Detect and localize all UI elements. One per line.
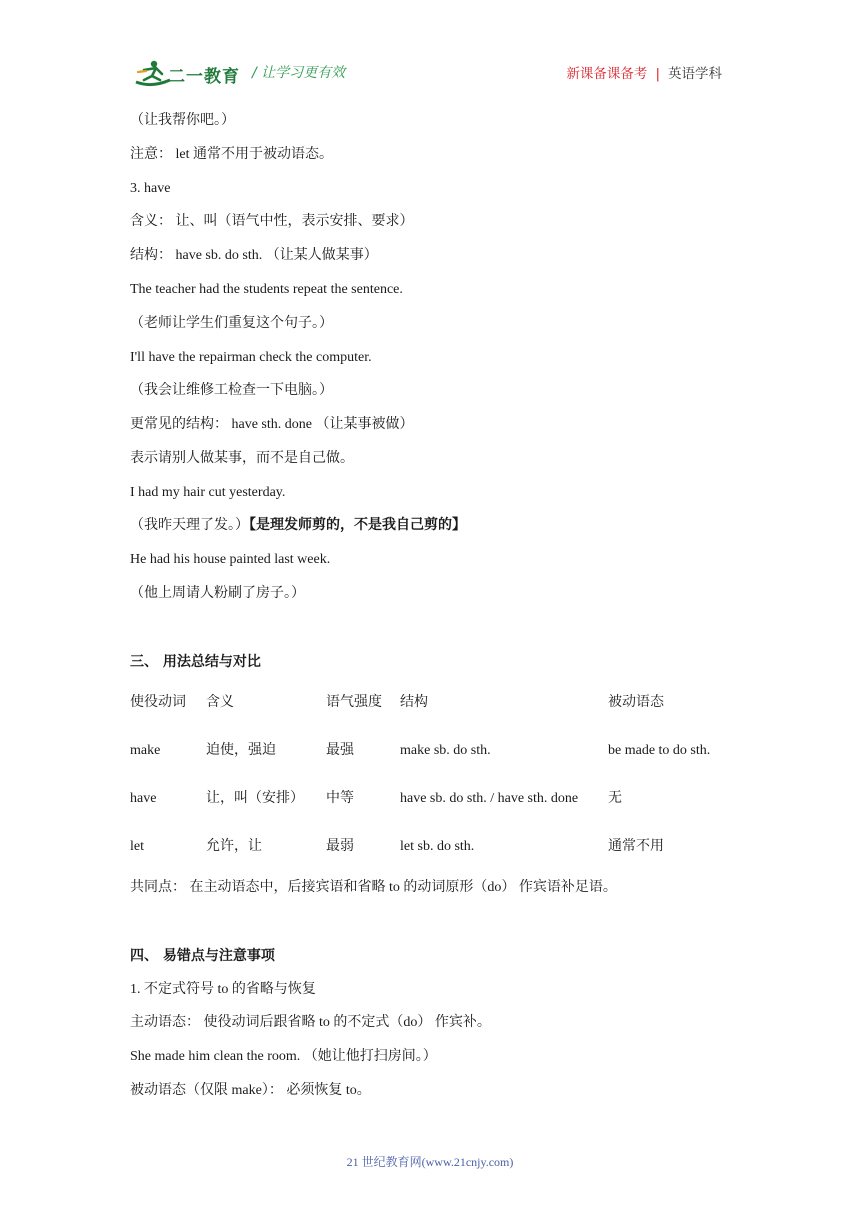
table-header: 使役动词 <box>130 695 186 710</box>
table-cell: have sb. do sth. / have sth. done <box>400 791 579 806</box>
section-heading: 四、 易错点与注意事项 <box>130 948 275 964</box>
text-line: I had my hair cut yesterday. <box>130 485 286 500</box>
header-separator: | <box>655 66 660 82</box>
text-line: 表示请别人做某事，而不是自己做。 <box>130 451 354 466</box>
text-line <box>130 516 466 536</box>
table-cell: 通常不用 <box>608 839 664 854</box>
table-cell: 中等 <box>326 791 354 806</box>
table-header: 被动语态 <box>608 695 664 710</box>
section-heading: 三、 用法总结与对比 <box>130 654 261 670</box>
table-cell: 迫使，强迫 <box>206 743 276 758</box>
table-cell: let sb. do sth. <box>400 839 475 854</box>
text-line: 含义： 让、叫（语气中性，表示安排、要求） <box>130 214 414 229</box>
header-subject <box>566 62 722 82</box>
table-cell: 无 <box>608 791 622 806</box>
table-cell: make sb. do sth. <box>400 743 491 758</box>
slogan: / 让学习更有效 <box>252 65 346 81</box>
table-cell: 让，叫（安排） <box>206 791 304 806</box>
text-line: （老师让学生们重复这个句子。） <box>130 316 333 331</box>
table-cell: have <box>130 791 157 806</box>
text-line: 更常见的结构： have sth. done （让某事被做） <box>130 417 414 432</box>
text-line: （我会让维修工检查一下电脑。） <box>130 383 333 398</box>
text-line: 1. 不定式符号 to 的省略与恢复 <box>130 982 316 997</box>
text-line: （他上周请人粉刷了房子。） <box>130 586 305 601</box>
header-subject-name: 英语学科 <box>668 66 722 82</box>
text-line: 注意： let 通常不用于被动语态。 <box>130 147 333 162</box>
table-header: 含义 <box>206 695 234 710</box>
table-cell: make <box>130 743 161 758</box>
table-cell: be made to do sth. <box>608 743 711 758</box>
logo-text: 二一教育 <box>168 67 240 87</box>
table-cell: let <box>130 839 144 854</box>
table-cell: 最强 <box>326 743 354 758</box>
common-point: 共同点： 在主动语态中，后接宾语和省略 to 的动词原形（do） 作宾语补足语。 <box>130 880 617 895</box>
text-line: I'll have the repairman check the computer. <box>130 350 372 365</box>
text-line: 结构： have sb. do sth. （让某人做某事） <box>130 248 378 263</box>
text-line: 主动语态： 使役动词后跟省略 to 的不定式（do） 作宾补。 <box>130 1015 491 1030</box>
text-line: The teacher had the students repeat the sentence. <box>130 282 403 297</box>
text-line: 被动语态（仅限 make）： 必须恢复 to。 <box>130 1083 371 1098</box>
translation: （我昨天理了发。） <box>130 518 249 533</box>
page-footer: 21 世纪教育网(www.21cnjy.com) <box>346 1155 514 1169</box>
table-cell: 允许，让 <box>206 839 262 854</box>
bracket-note: 【是理发师剪的，不是我自己剪的】 <box>249 518 466 533</box>
header-course: 新课备课备考 <box>566 66 648 82</box>
table-header: 结构 <box>400 695 428 710</box>
page-header <box>0 0 860 100</box>
table-cell: 最弱 <box>326 839 354 854</box>
text-line: 3. have <box>130 181 171 196</box>
text-line: He had his house painted last week. <box>130 552 331 567</box>
text-line: （让我帮你吧。） <box>130 113 235 128</box>
text-line: She made him clean the room. （她让他打扫房间。） <box>130 1049 437 1064</box>
table-header: 语气强度 <box>326 695 382 710</box>
